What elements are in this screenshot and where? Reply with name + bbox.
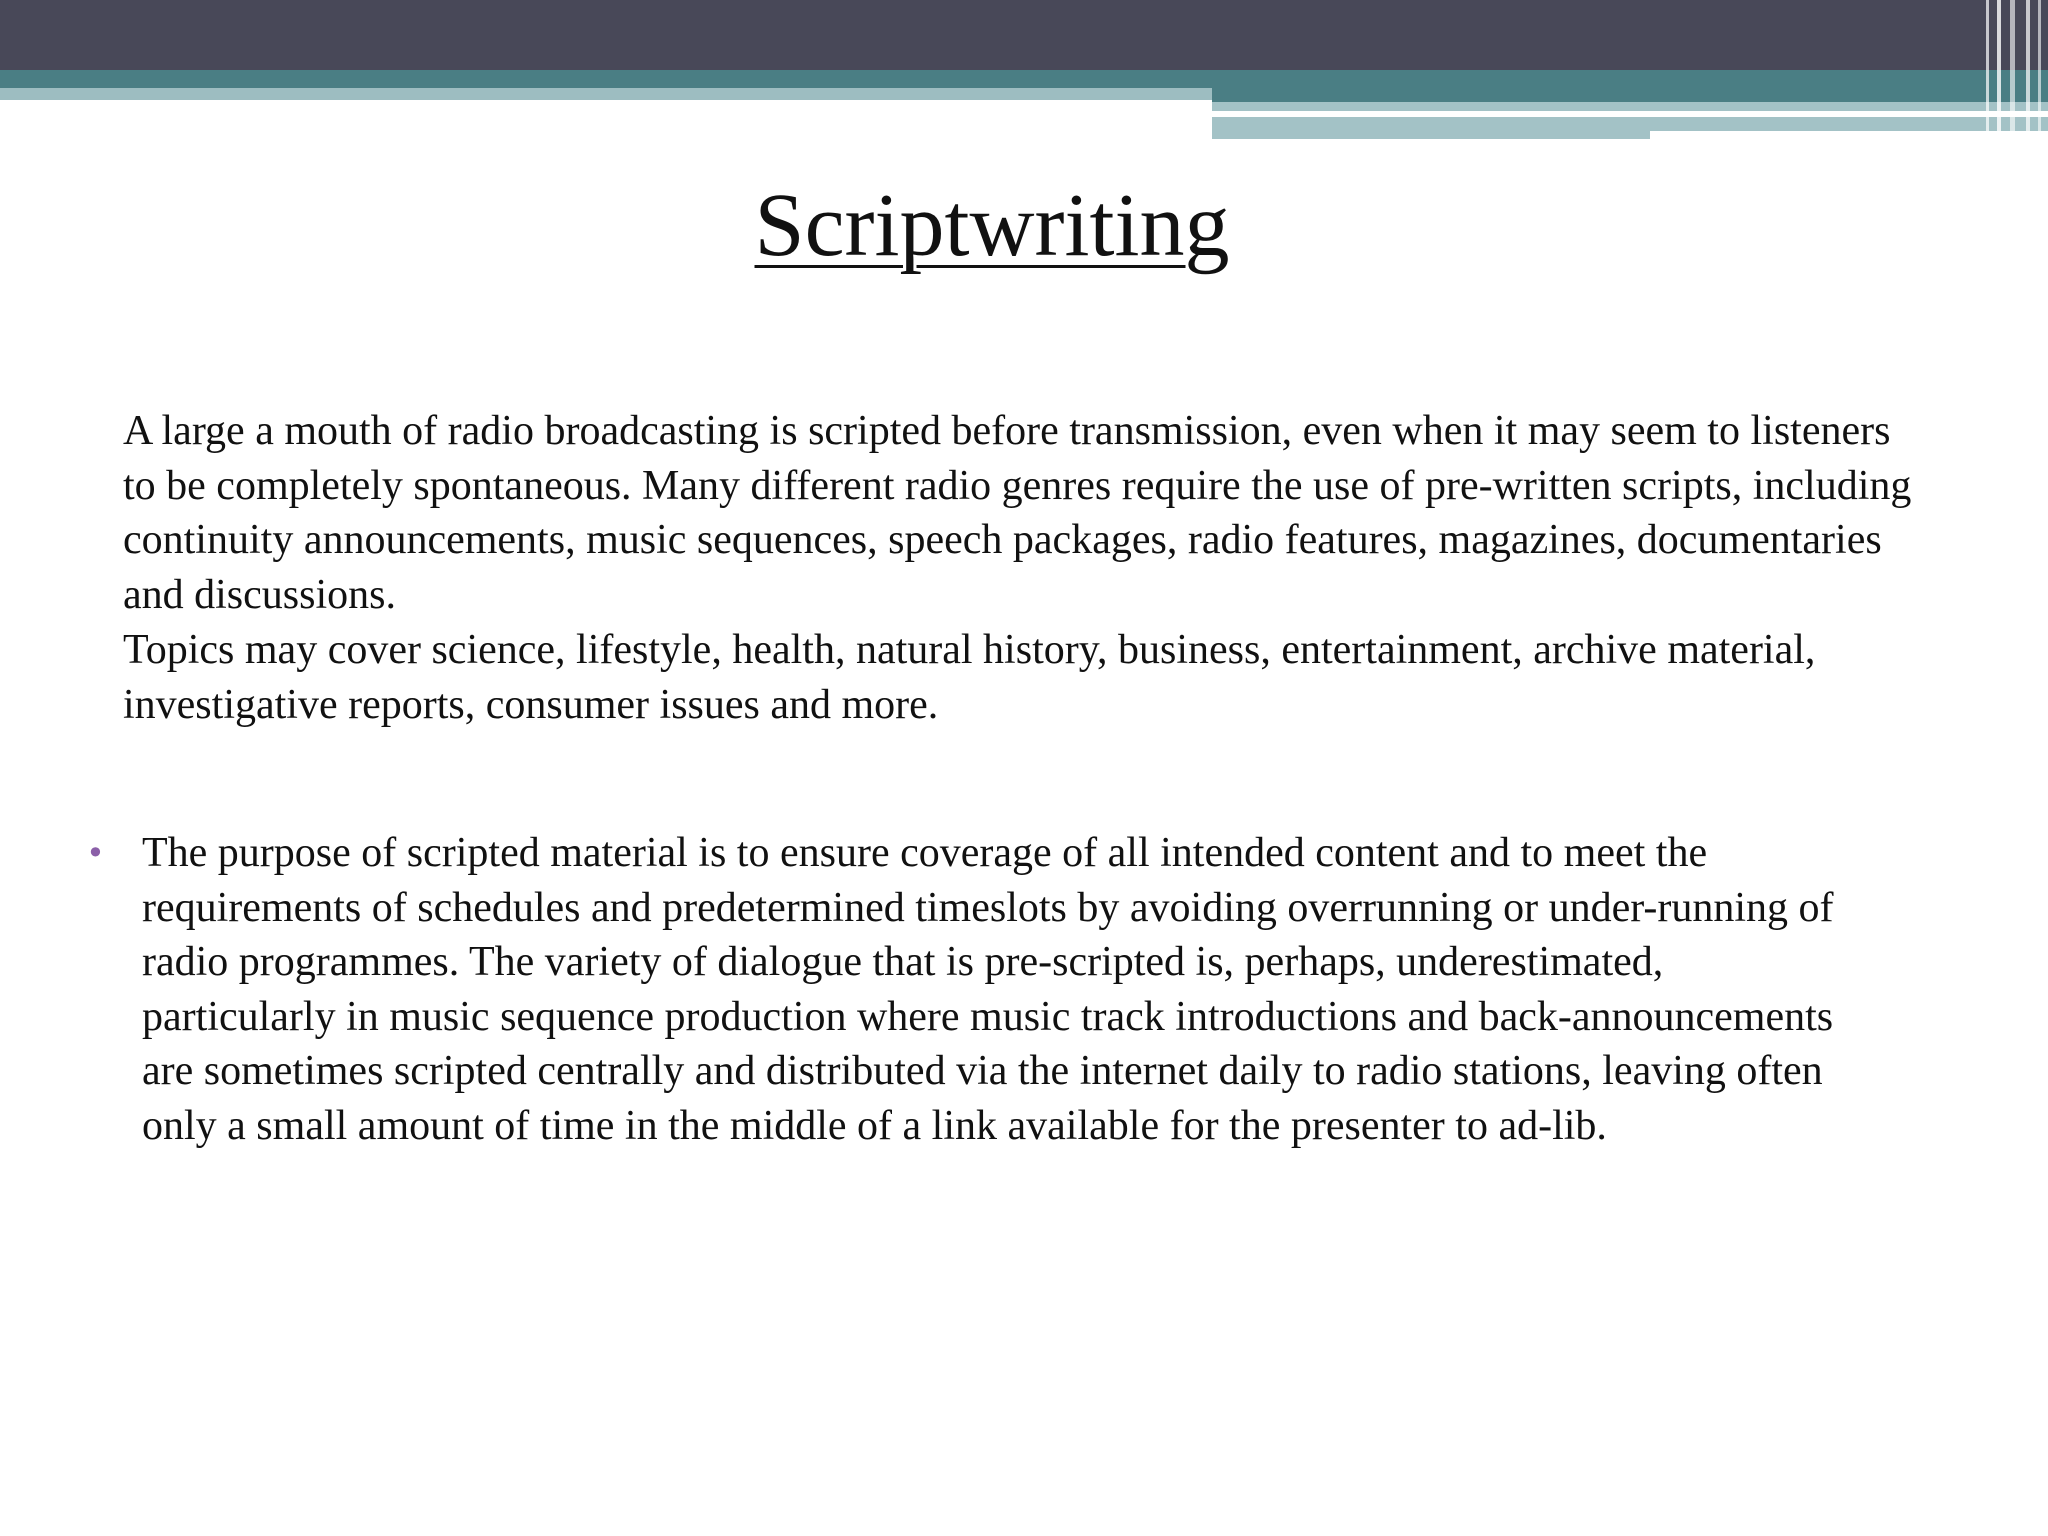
header-band-teal xyxy=(0,70,2048,88)
header-band-dark xyxy=(0,0,2048,70)
slide-title: Scriptwriting xyxy=(754,176,1230,275)
intro-text xyxy=(123,404,1923,732)
header-stripe xyxy=(1997,0,2001,138)
header-stripe xyxy=(2010,0,2015,138)
intro-paragraph: Topics may cover science, lifestyle, health, natural history, business, entertainment, archive material, investigative reports, consumer issues and more. xyxy=(123,626,1816,728)
header-band-teal-right xyxy=(1212,88,2048,102)
header-band-light-right xyxy=(1212,102,2048,111)
bullet-icon: • xyxy=(86,834,105,872)
header-stripe xyxy=(2038,0,2041,138)
bullet-item xyxy=(80,826,1860,1153)
header-band-light-left xyxy=(0,88,1212,100)
header-stripe xyxy=(1986,0,1989,138)
header-stripe xyxy=(2026,0,2030,138)
bullet-list xyxy=(80,826,1860,1153)
intro-paragraph: A large a mouth of radio broadcasting is scripted before transmission, even when it may seem to listeners to be completely spontaneous. Many different radio genres require the use of pre-written scripts, including continuity announcements, music sequences, speech packages, radio features, magazines, documentaries and discussions. xyxy=(123,408,1912,619)
header-band-light-right-lower xyxy=(1212,117,1650,139)
bullet-text: The purpose of scripted material is to ensure coverage of all intended content and to meet the requirements of schedules and predetermined timeslots by avoiding overrunning or under-running of radio programmes. The variety of dialogue that is pre-scripted is, perhaps, underestimated, particularly in music sequence production where music track introductions and back-announcements are sometimes scripted centrally and distributed via the internet daily to radio stations, leaving often only a small amount of time in the middle of a link available for the presenter to ad-lib. xyxy=(142,830,1834,1149)
